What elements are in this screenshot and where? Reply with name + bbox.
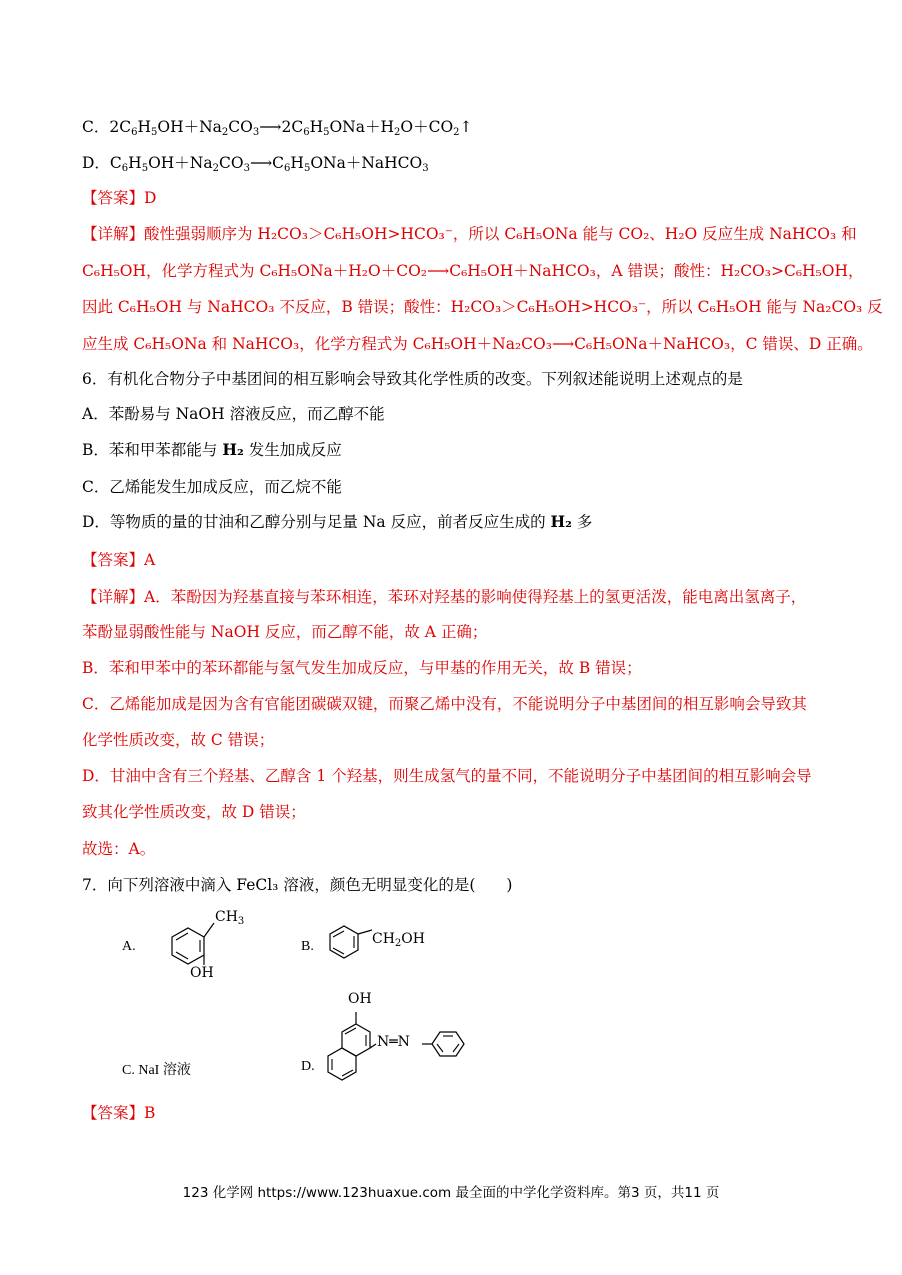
ch2oh-label: $CH_2OH$	[372, 931, 425, 949]
q5-answer: 【答案】D	[82, 189, 157, 207]
q5-explanation-line-1: 【详解】酸性强弱顺序为 H₂CO₃＞C₆H₅OH>HCO₃⁻，所以 C₆H₅ONa 能与 CO₂、H₂O 反应生成 NaHCO₃ 和	[82, 225, 857, 243]
methyl-group-label: $CH_3$	[215, 909, 245, 927]
q5-explanation-line-3: 因此 C₆H₅OH 与 NaHCO₃ 不反应，B 错误；酸性：H₂CO₃＞C₆H₅OH>HCO₃⁻，所以 C₆H₅OH 能与 Na₂CO₃ 反	[82, 298, 883, 316]
q6-answer: 【答案】A	[82, 551, 156, 569]
q7-label-b: B.	[301, 939, 314, 954]
q6-option-c: C．乙烯能发生加成反应，而乙烷不能	[82, 478, 342, 496]
q6-explanation-line-4: C．乙烯能加成是因为含有官能团碳碳双键，而聚乙烯中没有，不能说明分子中基团间的相互影响会导致其	[82, 695, 807, 713]
q6-option-d: D．等物质的量的甘油和乙醇分别与足量 Na 反应，前者反应生成的 H₂ 多	[82, 512, 593, 531]
q7-stem: 7．向下列溶液中滴入 FeCl₃ 溶液，颜色无明显变化的是( )	[82, 876, 513, 894]
hydroxyl-label-d: OH	[348, 991, 372, 1007]
q6-explanation-line-8: 故选：A。	[82, 840, 156, 858]
q7-label-d: D.	[301, 1059, 315, 1074]
q6-explanation-line-2: 苯酚显弱酸性能与 NaOH 反应，而乙醇不能，故 A 正确；	[82, 623, 488, 641]
q6-explanation-line-6: D．甘油中含有三个羟基、乙醇含 1 个羟基，则生成氢气的量不同，不能说明分子中基团间的相互影响会导	[82, 767, 812, 785]
page-footer: 123 化学网 https://www.123huaxue.com 最全面的中学化学资料库。第3 页，共11 页	[182, 1185, 720, 1201]
azo-group-label: N═N	[377, 1034, 410, 1050]
q5-explanation-line-4: 应生成 C₆H₅ONa 和 NaHCO₃，化学方程式为 C₆H₅OH＋Na₂CO₃⟶C₆H₅ONa＋NaHCO₃，C 错误、D 正确。	[82, 335, 873, 353]
q6-stem: 6．有机化合物分子中基团间的相互影响会导致其化学性质的改变。下列叙述能说明上述观点的是	[82, 370, 743, 388]
hydroxyl-label-a: OH	[190, 965, 214, 981]
q7-answer: 【答案】B	[82, 1104, 156, 1122]
q6-option-b: B．苯和甲苯都能与 H₂ 发生加成反应	[82, 440, 342, 459]
q6-explanation-line-3: B．苯和甲苯中的苯环都能与氢气发生加成反应，与甲基的作用无关，故 B 错误；	[82, 659, 642, 677]
q7-label-c: C. NaI 溶液	[122, 1063, 191, 1078]
q5-option-c: C．$2C_6H_5OH+Na_2CO_3⟶2C_6H_5ONa+H_2O+CO_2↑$	[82, 118, 473, 138]
q5-option-d: D．$C_6H_5OH+Na_2CO_3⟶C_6H_5ONa+NaHCO_3$	[82, 154, 429, 174]
q6-option-a: A．苯酚易与 NaOH 溶液反应，而乙醇不能	[82, 405, 385, 423]
q6-explanation-line-5: 化学性质改变，故 C 错误；	[82, 731, 275, 749]
q6-explanation-line-7: 致其化学性质改变，故 D 错误；	[82, 803, 306, 821]
q7-label-a: A.	[122, 939, 136, 954]
q5-explanation-line-2: C₆H₅OH，化学方程式为 C₆H₅ONa＋H₂O＋CO₂⟶C₆H₅OH＋NaHCO₃，A 错误；酸性：H₂CO₃>C₆H₅OH，	[82, 262, 864, 280]
q6-explanation-line-1: 【详解】A．苯酚因为羟基直接与苯环相连，苯环对羟基的影响使得羟基上的氢更活泼，能电离出氢离子，	[82, 588, 807, 606]
